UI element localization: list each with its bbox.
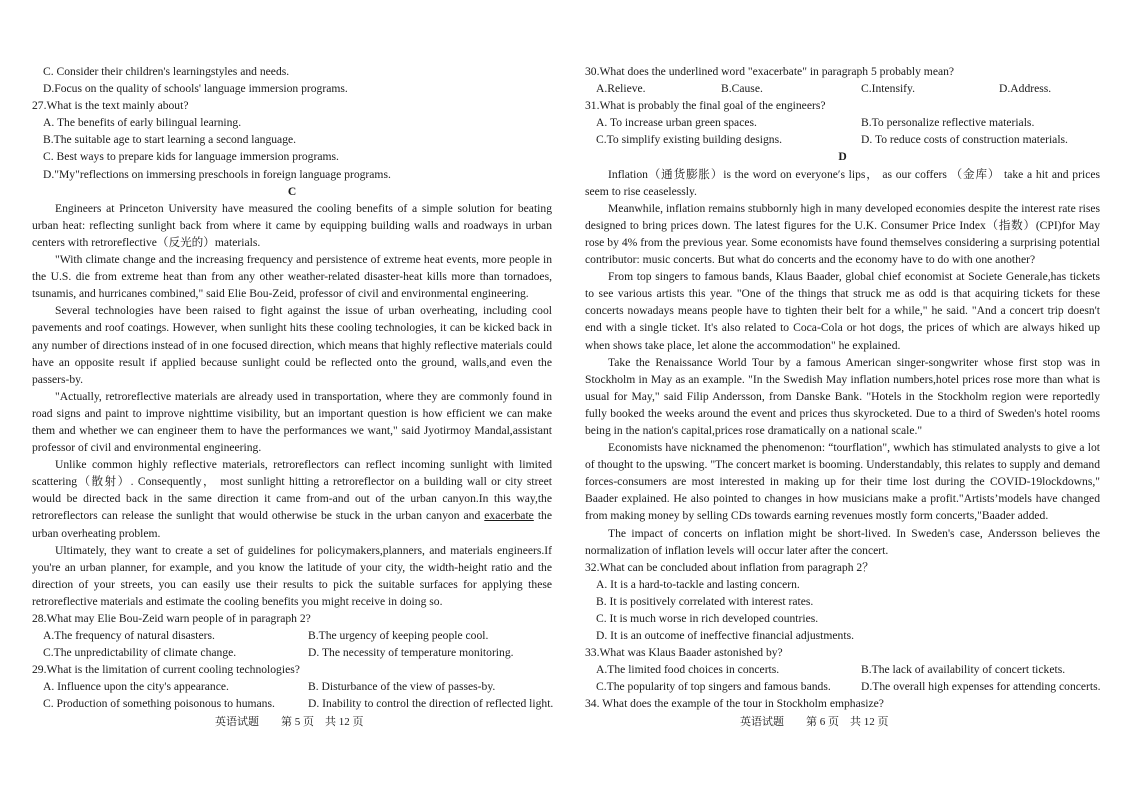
option: B.The urgency of keeping people cool. — [308, 629, 489, 643]
question-31: 31.What is probably the final goal of the engineers? — [585, 99, 826, 113]
page-footer-right — [740, 714, 911, 731]
option: C.Intensify. — [861, 82, 915, 96]
option: A.The limited food choices in concerts. — [596, 663, 780, 677]
paragraph: "With climate change and the increasing frequency and persistence of extreme heat events, more people in the U.S. die from extreme heat than from any other weather-related disaster-heat kills more than tornadoes, tsunamis, and hurricanes combined," said Elie Bou-Zeid, professor of civil and environmental engineering. — [32, 253, 552, 301]
option: B.The suitable age to start learning a second language. — [43, 133, 297, 147]
question-29: 29.What is the limitation of current cooling technologies? — [32, 663, 300, 677]
options-grid — [32, 627, 552, 661]
option: C. Consider their children's learningstyles and needs. — [43, 65, 290, 78]
option: C. Production of something poisonous to humans. — [43, 697, 275, 711]
option: D."My"reflections on immersing preschools in foreign language programs. — [43, 167, 391, 181]
left-column — [32, 63, 552, 713]
underlined-word: exacerbate — [484, 509, 534, 523]
option: D.Focus on the quality of schools' language immersion programs. — [43, 82, 348, 96]
footer-page-number: 第 5 页 共 12 页 — [281, 716, 364, 728]
question-28: 28.What may Elie Bou-Zeid warn people of in paragraph 2? — [32, 612, 311, 625]
question-30: 30.What does the underlined word "exacerbate" in paragraph 5 probably mean? — [585, 65, 955, 78]
option: B. It is positively correlated with interest rates. — [596, 594, 814, 608]
option: D. Inability to control the direction of reflected light. — [308, 697, 554, 711]
option: D. The necessity of temperature monitoring. — [308, 646, 514, 660]
paragraph: The impact of concerts on inflation might be short-lived. In Sweden's case, Andersson believes the normalization of inflation levels will occur later after the concert. — [585, 526, 1100, 557]
option: B. Disturbance of the view of passes-by. — [308, 680, 496, 694]
option: B.To personalize reflective materials. — [861, 116, 1035, 130]
options-grid — [585, 114, 1100, 148]
paragraph: From top singers to famous bands, Klaus Baader, global chief economist at Societe Generale,has tickets to see various artists this year. "One of the things that struck me as odd is that acquiring tickets for these concerts nowadays means people have to tighten their belt for a while," he said. "And a concert trip doesn't end with a single ticket. It's also related to Coca-Cola or hot dogs, the prices of which are always hiked up when shows take place, let alone the accommodation" he explained. — [585, 270, 1100, 352]
paragraph: Economists have nicknamed the phenomenon: “tourflation", wwhich has stimulated analysts to give a lot of thought to the upswing. "The concert market is booming. Understandably, this relates to supply and demand forces-consumers are most interested in making up for their time lost during the COVID-19lockdowns," Baader explained. He also pointed to changes in how musicians make a profit."Artists’models have changed from making money by selling CDs towards earning revenues mostly form concerts,"Baader added. — [585, 441, 1100, 523]
option: A. Influence upon the city's appearance. — [43, 680, 229, 694]
paragraph: Engineers at Princeton University have measured the cooling benefits of a simple solution for beating urban heat: reflecting sunlight back from where it came by equipping building walls and roadways in urban centers with retroreflective（反光的）materials. — [32, 201, 552, 249]
options-grid — [585, 80, 1100, 97]
right-column — [585, 63, 1100, 713]
paragraph: Several technologies have been raised to fight against the issue of urban overheating, including cool pavements and roof coatings. However, when sunlight hits these cooling technologies, it can be kicked back in any number of directions instead of in one focused direction, which means that highly reflective materials could have an opposite result if applied because sunlight could be reflected onto the ground, walls,and even the passers-by. — [32, 304, 552, 386]
paragraph-5 — [32, 456, 552, 541]
option: D.The overall high expenses for attending concerts. — [861, 680, 1101, 694]
paragraph-text: Unlike common highly reflective materials, retroreflectors can reflect incoming sunlight with limited scattering（散射）. Consequently， most sunlight hitting a retroreflector on a building wall or city street would be directed back in the same direction it came from-and out of the urban canyon.In this way,the retroreflectors can release the sunlight that would otherwise be stuck in the urban canyon and — [32, 458, 552, 523]
option: A. It is a hard-to-tackle and lasting concern. — [596, 577, 800, 591]
question-33: 33.What was Klaus Baader astonished by? — [585, 646, 783, 660]
option: A. To increase urban green spaces. — [596, 116, 757, 130]
page-footer-left — [215, 714, 386, 731]
option: C.The unpredictability of climate change. — [43, 646, 237, 660]
options-grid — [585, 661, 1100, 695]
option: C.The popularity of top singers and famous bands. — [596, 680, 831, 694]
footer-subject: 英语试题 — [215, 716, 259, 728]
section-heading-c: C — [287, 184, 297, 198]
option: D.Address. — [999, 82, 1052, 96]
paragraph: Meanwhile, inflation remains stubbornly high in many developed economies despite the interest rate rises designed to bring prices down. The latest figures for the U.K. Consumer Price Index（指数）(CPI)for May rose by 4% from the previous year. Some economists have found themselves considering a surprising potential contributor: music concerts. But what do concerts and the economy have to do with one another? — [585, 201, 1100, 267]
option: B.Cause. — [721, 82, 763, 96]
paragraph: Take the Renaissance World Tour by a famous American singer-songwriter whose first stop was in Stockholm in May as an example. "In the Swedish May inflation numbers,hotel prices rose more than what is usual for May," said Filip Andersson, from Danske Bank. "Hotels in the Stockholm region were reportedly fully booked the weeks around the event and prices thus skyrocketed. Due to a third of Sweden's hotel rooms being in the nation's capital,prices rose dramatically on a national scale." — [585, 355, 1100, 437]
section-heading-d: D — [838, 150, 847, 164]
option: D. To reduce costs of construction materials. — [861, 133, 1068, 147]
footer-subject: 英语试题 — [740, 716, 784, 728]
option: A.Relieve. — [596, 82, 646, 96]
option: C.To simplify existing building designs. — [596, 133, 782, 147]
question-34: 34. What does the example of the tour in Stockholm emphasize? — [585, 697, 884, 711]
paragraph: Ultimately, they want to create a set of guidelines for policymakers,planners, and materials engineers.If you're an urban planner, for example, and you know the latitude of your city, the width-height ratio and the direction of your streets, you can easily use their results to pick the suitable surfaces for applying these retroreflective materials and estimate the cooling benefits you might receive in doing so. — [32, 543, 552, 608]
paragraph: Inflation（通货膨胀）is the word on everyone′s lips， as our coffers （金库） take a hit and prices seem to rise ceaselessly. — [585, 167, 1100, 198]
option: A.The frequency of natural disasters. — [43, 629, 215, 643]
footer-page-number: 第 6 页 共 12 页 — [806, 716, 889, 728]
option: C. Best ways to prepare kids for language immersion programs. — [43, 150, 339, 164]
paragraph-text: the urban overheating problem. — [32, 509, 553, 540]
question-27: 27.What is the text mainly about? — [32, 99, 189, 113]
options-grid — [32, 678, 552, 712]
option: A. The benefits of early bilingual learning. — [43, 116, 242, 130]
option: C. It is much worse in rich developed countries. — [596, 612, 819, 625]
paragraph: "Actually, retroreflective materials are already used in transportation, where they are commonly found in road signs and paint to improve nighttime visibility, but an important question is how efficient we can make them and whether we can engineer them to have the performances we want," said Jyotirmoy Mandal,assistant professor of civil and environmental engineering. — [32, 389, 552, 455]
option: D. It is an outcome of ineffective financial adjustments. — [596, 629, 854, 643]
question-32: 32.What can be concluded about inflation from paragraph 2？ — [585, 560, 874, 574]
option: B.The lack of availability of concert tickets. — [861, 663, 1066, 677]
